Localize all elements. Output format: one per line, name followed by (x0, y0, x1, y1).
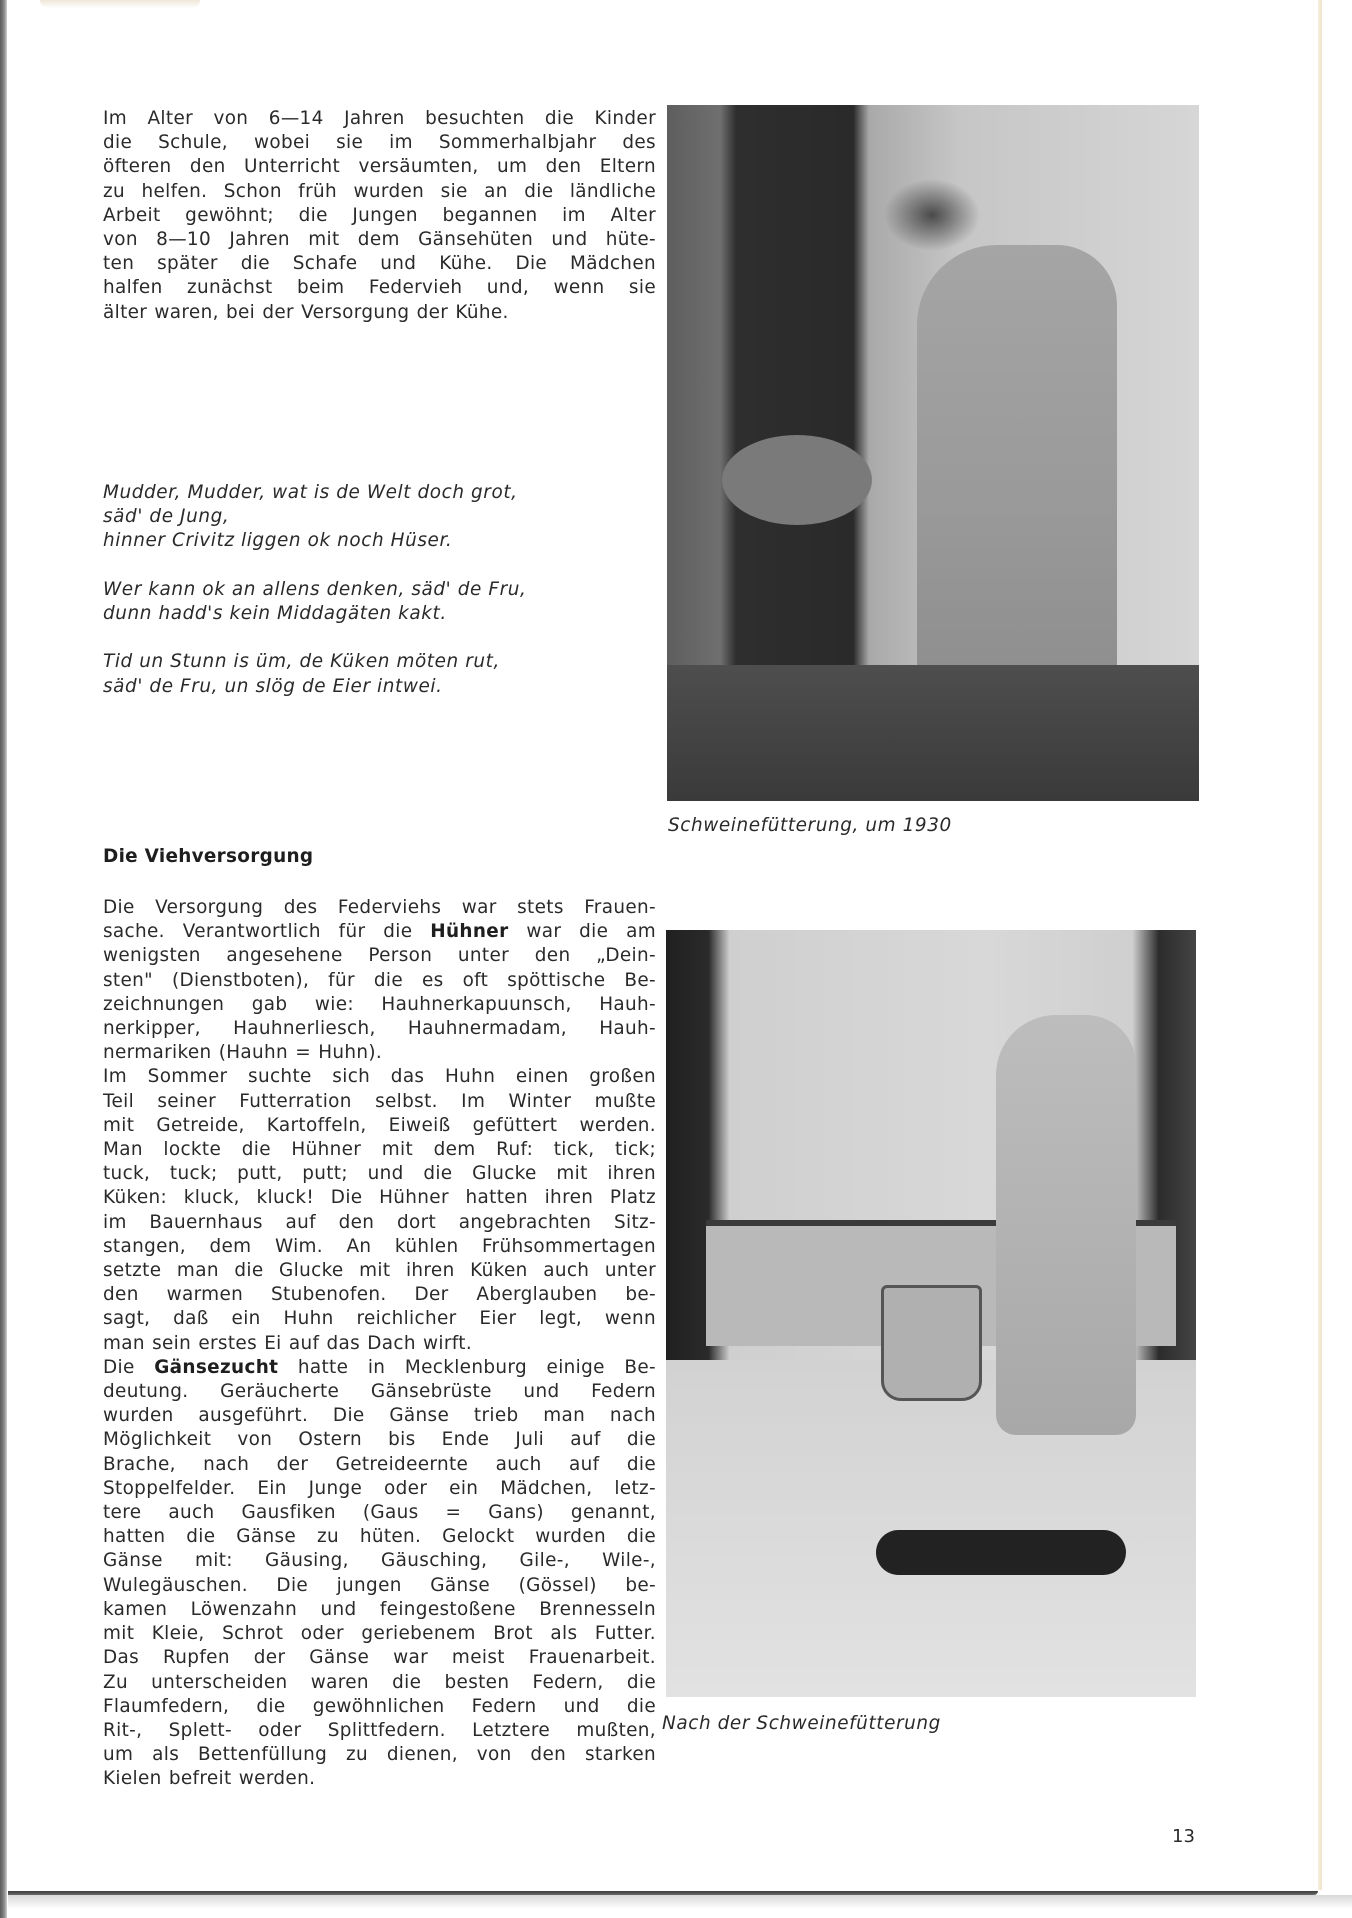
text-line: älter waren, bei der Versorgung der Kühe. (103, 301, 509, 323)
text-line: von 8—10 Jahren mit dem Gänsehüten und hüte- (103, 229, 656, 251)
photo-pig-feeding (667, 105, 1199, 801)
text-line: Rit-, Splett- oder Splittfedern. Letztere mußten, (103, 1719, 656, 1741)
text-line: wenigsten angesehene Person unter den „Dein- (103, 945, 656, 967)
poem-line: Tid un Stunn is üm, de Küken möten rut, (103, 651, 500, 673)
text-line: sten" (Dienstboten), für die es oft spöttische Be- (103, 969, 656, 991)
text-line: wurden ausgeführt. Die Gänse trieb man nach (103, 1405, 656, 1427)
text-line: ten später die Schafe und Kühe. Die Mädchen (103, 253, 656, 275)
text-line: Gänse mit: Gäusing, Gäusching, Gile-, Wile-, (103, 1550, 656, 1572)
text-line: öfteren den Unterricht versäumten, um den Eltern (103, 156, 656, 178)
text-line: Die Versorgung des Federviehs war stets Frauen- (103, 897, 656, 918)
scan-background-bottom (8, 1895, 1352, 1918)
bold-keyword: Gänsezucht (154, 1356, 279, 1378)
text-line: Stoppelfelder. Ein Junge oder ein Mädchen, letz- (103, 1477, 656, 1499)
text-line: mit Getreide, Kartoffeln, Eiweiß gefüttert werden. (103, 1114, 656, 1136)
ground-shape (667, 665, 1199, 801)
dialect-sayings (103, 481, 623, 723)
pig-shape (722, 435, 872, 525)
page-binding-edge (0, 0, 7, 1918)
text-line: Flaumfedern, die gewöhnlichen Federn und die (103, 1695, 656, 1717)
text-line: um als Bettenfüllung zu dienen, von den starken (103, 1744, 656, 1766)
text-line: im Bauernhaus auf den dort angebrachten Sitz- (103, 1211, 656, 1233)
text-line: Küken: kluck, kluck! Die Hühner hatten ihren Platz (103, 1187, 656, 1209)
text-line: sache. Verantwortlich für die Hühner war die am (103, 921, 657, 943)
text-line: sagt, daß ein Huhn reichlicher Eier legt, wenn (103, 1308, 656, 1330)
section-body (103, 896, 656, 1792)
paper-stain (40, 0, 200, 8)
text-line: Im Sommer suchte sich das Huhn einen großen (103, 1066, 656, 1088)
poem-line: dunn hadd's kein Middagäten kakt. (103, 603, 447, 624)
text-line: kamen Löwenzahn und feingestoßene Brennesseln (103, 1598, 656, 1620)
photo-caption-2: Nach der Schweinefütterung (662, 1713, 941, 1734)
poem-stanza (103, 650, 623, 698)
text-line: Man lockte die Hühner mit dem Ruf: tick, tick; (103, 1139, 656, 1161)
text-line: Wulegäuschen. Die jungen Gänse (Gössel) be- (103, 1574, 656, 1596)
text-line: die Schule, wobei sie im Sommerhalbjahr des (103, 132, 656, 154)
text-line: Brache, nach der Getreideernte auch auf die (103, 1453, 656, 1475)
text-line: deutung. Geräucherte Gänsebrüste und Federn (103, 1381, 656, 1403)
text-line: nermariken (Hauhn = Huhn). (103, 1042, 383, 1064)
text-line: halfen zunächst beim Federvieh und, wenn sie (103, 277, 656, 299)
text-line: Teil seiner Futterration selbst. Im Winter mußte (103, 1090, 656, 1112)
text-line: Im Alter von 6—14 Jahren besuchten die Kinder (103, 108, 656, 129)
bold-keyword: Hühner (430, 921, 509, 943)
bucket-shape (881, 1285, 982, 1401)
woman-figure (996, 1015, 1136, 1435)
photo-caption-1: Schweinefütterung, um 1930 (668, 815, 952, 836)
poem-line: hinner Crivitz liggen ok noch Hüser. (103, 530, 453, 552)
shoes-shape (876, 1530, 1126, 1575)
text-line: mit Kleie, Schrot oder geriebenem Brot als Futter. (103, 1623, 656, 1645)
photo-after-feeding (666, 930, 1196, 1697)
text-line: zeichnungen gab wie: Hauhnerkapuunsch, Hauh- (103, 993, 656, 1015)
section-heading: Die Viehversorgung (103, 846, 314, 867)
intro-paragraph (103, 107, 656, 325)
text-line: Das Rupfen der Gänse war meist Frauenarbeit. (103, 1647, 656, 1669)
scan-background (1322, 0, 1352, 1918)
text-line: Zu unterscheiden waren die besten Federn, die (103, 1671, 656, 1693)
text-line: nerkipper, Hauhnerliesch, Hauhnermadam, Hauh- (103, 1018, 656, 1040)
text-line: setzte man die Glucke mit ihren Küken auch unter (103, 1260, 656, 1282)
page-number: 13 (1172, 1826, 1195, 1847)
text-line: stangen, dem Wim. An kühlen Frühsommertagen (103, 1235, 656, 1257)
text-line: Möglichkeit von Ostern bis Ende Juli auf die (103, 1429, 656, 1451)
poem-line: säd' de Jung, (103, 506, 230, 528)
text-line: Arbeit gewöhnt; die Jungen begannen im Alter (103, 204, 656, 226)
text-line: zu helfen. Schon früh wurden sie an die ländliche (103, 180, 656, 202)
poem-line: Mudder, Mudder, wat is de Welt doch grot, (103, 482, 518, 503)
poem-stanza (103, 481, 623, 554)
text-line: Kielen befreit werden. (103, 1768, 316, 1790)
text-line: hatten die Gänse zu hüten. Gelockt wurden die (103, 1526, 656, 1548)
text-line: tere auch Gausfiken (Gaus = Gans) genannt, (103, 1502, 656, 1524)
poem-stanza (103, 578, 623, 626)
poem-line: Wer kann ok an allens denken, säd' de Fru, (103, 578, 527, 600)
text-line: den warmen Stubenofen. Der Aberglauben be- (103, 1284, 656, 1306)
text-line: Die Gänsezucht hatte in Mecklenburg einige Be- (103, 1356, 656, 1378)
poem-line: säd' de Fru, un slög de Eier intwei. (103, 675, 443, 697)
text-line: man sein erstes Ei auf das Dach wirft. (103, 1332, 473, 1354)
text-line: tuck, tuck; putt, putt; und die Glucke mit ihren (103, 1163, 656, 1185)
